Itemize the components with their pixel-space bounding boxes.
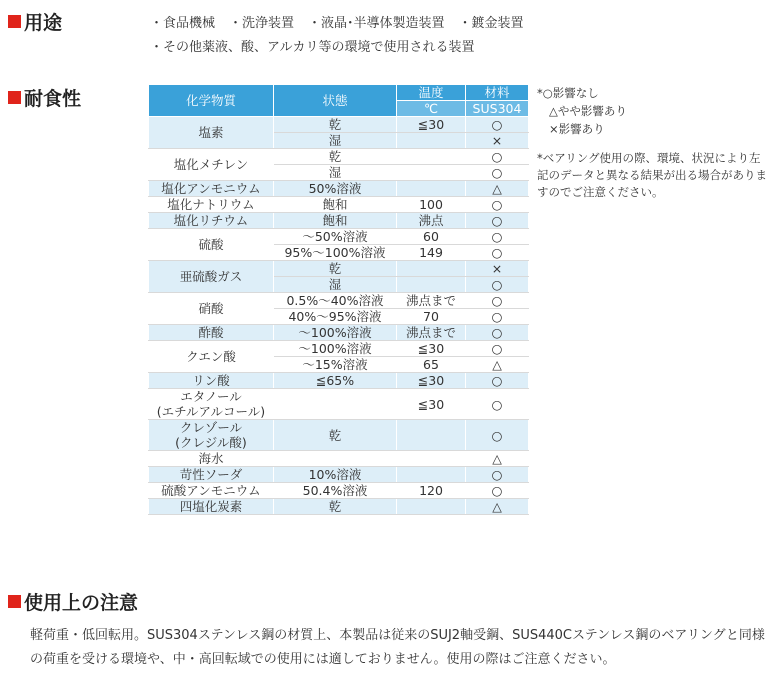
chemical-name: 硫酸: [149, 229, 274, 261]
state-cell: 乾: [274, 261, 397, 277]
rating-cell: ○: [466, 389, 529, 420]
state-cell: [274, 451, 397, 467]
table-row: [149, 420, 529, 451]
state-cell: 乾: [274, 420, 397, 451]
table-row: [149, 117, 529, 133]
rating-cell: ×: [466, 261, 529, 277]
chemical-name: 硝酸: [149, 293, 274, 325]
state-cell: 0.5%～40%溶液: [274, 293, 397, 309]
rating-cell: △: [466, 451, 529, 467]
usage-line-2: ・その他薬液、酸、アルカリ等の環境で使用される装置: [150, 40, 475, 55]
temp-cell: ≦30: [397, 117, 466, 133]
usage-section-title: 用途: [8, 8, 62, 35]
rating-cell: ○: [466, 341, 529, 357]
temp-cell: [397, 467, 466, 483]
chemical-name: 塩化リチウム: [149, 213, 274, 229]
temp-cell: [397, 261, 466, 277]
rating-cell: ○: [466, 309, 529, 325]
chemical-name: クエン酸: [149, 341, 274, 373]
state-cell: 95%～100%溶液: [274, 245, 397, 261]
table-row: [149, 181, 529, 197]
table-body: [149, 117, 529, 515]
usage-list: [150, 12, 538, 60]
table-row: [149, 451, 529, 467]
table-row: [149, 261, 529, 277]
chemical-name: 硫酸アンモニウム: [149, 483, 274, 499]
state-cell: ～100%溶液: [274, 341, 397, 357]
legend-slight: △やや影響あり: [549, 104, 627, 118]
legend-affected: ×影響あり: [549, 122, 605, 136]
temp-cell: ≦30: [397, 341, 466, 357]
state-cell: 湿: [274, 133, 397, 149]
temp-cell: [397, 499, 466, 515]
table-row: [149, 341, 529, 357]
state-cell: 10%溶液: [274, 467, 397, 483]
usage-item: ・液晶･半導体製造装置: [308, 16, 445, 31]
state-cell: 乾: [274, 499, 397, 515]
red-square-icon: [8, 91, 21, 104]
usage-item: ・食品機械: [150, 16, 216, 31]
table-row: [149, 499, 529, 515]
rating-cell: ○: [466, 245, 529, 261]
table-row: [149, 229, 529, 245]
usage-item: ・洗浄装置: [229, 16, 295, 31]
chemical-name: 塩素: [149, 117, 274, 149]
rating-cell: ○: [466, 373, 529, 389]
temp-cell: [397, 149, 466, 165]
temp-cell: 沸点まで: [397, 325, 466, 341]
table-row: [149, 197, 529, 213]
temp-cell: ≦30: [397, 389, 466, 420]
header-chemical: 化学物質: [149, 85, 274, 117]
state-cell: 飽和: [274, 197, 397, 213]
state-cell: 乾: [274, 117, 397, 133]
temp-cell: [397, 277, 466, 293]
rating-cell: ○: [466, 213, 529, 229]
chemical-name: 塩化アンモニウム: [149, 181, 274, 197]
chemical-name: 苛性ソーダ: [149, 467, 274, 483]
table-row: [149, 149, 529, 165]
bearing-note: *ベアリング使用の際、環境、状況により左記のデータと異なる結果が出る場合がありますのでご注意ください。: [537, 151, 767, 199]
temp-cell: 沸点: [397, 213, 466, 229]
header-material-sub: SUS304: [466, 101, 529, 117]
state-cell: 乾: [274, 149, 397, 165]
corrosion-section-title: 耐食性: [8, 84, 81, 111]
temp-cell: ≦30: [397, 373, 466, 389]
rating-cell: △: [466, 181, 529, 197]
state-cell: 50.4%溶液: [274, 483, 397, 499]
rating-cell: ○: [466, 197, 529, 213]
temp-cell: [397, 181, 466, 197]
chemical-name: 塩化メチレン: [149, 149, 274, 181]
rating-cell: ○: [466, 483, 529, 499]
chemical-name: 海水: [149, 451, 274, 467]
state-cell: [274, 389, 397, 420]
rating-cell: ○: [466, 325, 529, 341]
legend-notes: [537, 84, 627, 138]
chemical-name: エタノール (エチルアルコール): [149, 389, 274, 420]
state-cell: 40%～95%溶液: [274, 309, 397, 325]
header-material: 材料: [466, 85, 529, 101]
red-square-icon: [8, 15, 21, 28]
rating-cell: ○: [466, 117, 529, 133]
rating-cell: ○: [466, 149, 529, 165]
chemical-name: 四塩化炭素: [149, 499, 274, 515]
temp-cell: 65: [397, 357, 466, 373]
rating-cell: ○: [466, 293, 529, 309]
table-row: [149, 325, 529, 341]
chemical-name: 酢酸: [149, 325, 274, 341]
table-row: [149, 373, 529, 389]
table-row: [149, 389, 529, 420]
state-cell: 飽和: [274, 213, 397, 229]
rating-cell: ○: [466, 420, 529, 451]
usage-item: ・鍍金装置: [458, 16, 524, 31]
temp-cell: 120: [397, 483, 466, 499]
temp-cell: [397, 133, 466, 149]
header-temp: 温度: [397, 85, 466, 101]
rating-cell: △: [466, 357, 529, 373]
state-cell: ～15%溶液: [274, 357, 397, 373]
table-row: [149, 213, 529, 229]
temp-cell: 100: [397, 197, 466, 213]
rating-cell: ○: [466, 229, 529, 245]
red-square-icon: [8, 595, 21, 608]
temp-cell: 沸点まで: [397, 293, 466, 309]
caution-section-title: 使用上の注意: [8, 588, 138, 615]
corrosion-table: [148, 84, 529, 515]
temp-cell: [397, 420, 466, 451]
rating-cell: △: [466, 499, 529, 515]
header-state: 状態: [274, 85, 397, 117]
chemical-name: 塩化ナトリウム: [149, 197, 274, 213]
rating-cell: ○: [466, 165, 529, 181]
temp-cell: 70: [397, 309, 466, 325]
chemical-name: クレゾール (クレジル酸): [149, 420, 274, 451]
temp-cell: [397, 451, 466, 467]
table-row: [149, 293, 529, 309]
caution-text: 軽荷重・低回転用。SUS304ステンレス鋼の材質上、本製品は従来のSUJ2軸受鋼、SUS440Cステンレス鋼のベアリングと同様の荷重を受ける環境や、中・高回転域での使用には適しておりません。使用の際はご注意ください。: [30, 628, 765, 667]
rating-cell: ○: [466, 277, 529, 293]
table-row: [149, 467, 529, 483]
temp-cell: 60: [397, 229, 466, 245]
state-cell: ≦65%: [274, 373, 397, 389]
state-cell: 湿: [274, 277, 397, 293]
rating-cell: ×: [466, 133, 529, 149]
temp-cell: [397, 165, 466, 181]
table-row: [149, 483, 529, 499]
legend-none: *○影響なし: [537, 86, 599, 100]
state-cell: ～50%溶液: [274, 229, 397, 245]
state-cell: 50%溶液: [274, 181, 397, 197]
chemical-name: 亜硫酸ガス: [149, 261, 274, 293]
rating-cell: ○: [466, 467, 529, 483]
header-temp-unit: ℃: [397, 101, 466, 117]
state-cell: 湿: [274, 165, 397, 181]
chemical-name: リン酸: [149, 373, 274, 389]
state-cell: ～100%溶液: [274, 325, 397, 341]
usage-line-1: [150, 12, 538, 36]
temp-cell: 149: [397, 245, 466, 261]
